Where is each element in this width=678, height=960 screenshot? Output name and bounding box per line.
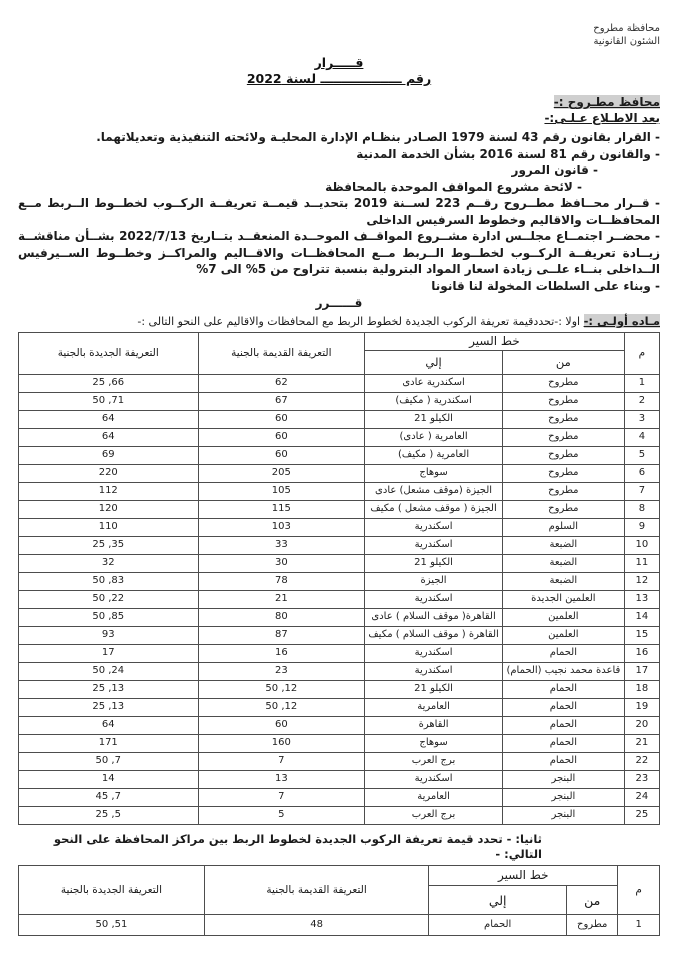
cell-from: الحمام [502,717,624,735]
cell-to: الكيلو 21 [365,555,503,573]
col-header-route: خط السير [429,866,618,886]
preamble-item: - القرار بقانون رقم 43 لسنة 1979 الصـادر بنظـام الإدارة المحليـة ولائحته التنفيذية وتعديلاتهما. [96,130,660,144]
tariff-row [19,771,660,789]
letterhead [18,22,660,48]
preamble-item: - وبناء على السلطات المخولة لنا قانونا [431,278,660,293]
cell-from: الحمام [502,735,624,753]
cell-new: 5, 25 [19,807,199,825]
cell-to: سوهاج [365,465,503,483]
cell-old: 33 [198,537,365,555]
article-one-line [18,314,660,329]
cell-to: العامرية ( مكيف) [365,447,503,465]
cell-num: 14 [624,609,659,627]
tariff-row [19,465,660,483]
cell-new: 22, 50 [19,591,199,609]
cell-num: 3 [624,411,659,429]
cell-from: الضبعة [502,537,624,555]
cell-num: 24 [624,789,659,807]
letterhead-department: الشئون القانونية [593,36,660,47]
preamble-item: - قانون المرور [511,163,598,177]
cell-num: 9 [624,519,659,537]
cell-new: 32 [19,555,199,573]
cell-new: 7, 50 [19,753,199,771]
tariff-table-governorates [18,332,660,825]
cell-new: 171 [19,735,199,753]
cell-new: 14 [19,771,199,789]
cell-old: 60 [198,447,365,465]
cell-new: 120 [19,501,199,519]
decree-title: قـــــرار [314,55,364,70]
tariff-row [19,627,660,645]
cell-from: الحمام [502,699,624,717]
cell-new: 71, 50 [19,393,199,411]
preamble-item: - قــرار محــافظ مطــروح رقــم 223 لســنة 2019 بتحديــد قيمــة تعريفــة الركــوب لخطــوط الــربط مــع المحافظــات والاقاليم وخطوط السرفيس الداخلى [18,196,661,227]
cell-new: 13, 25 [19,681,199,699]
tariff-row [19,483,660,501]
cell-to: اسكندرية [365,537,503,555]
cell-old: 67 [198,393,365,411]
cell-old: 12, 50 [198,699,365,717]
salutation-block [18,94,660,126]
article-one-label: مـاده أولـى :- [583,314,660,328]
tariff-row [19,645,660,663]
tariff-table-centers [18,865,660,936]
cell-new: 64 [19,717,199,735]
cell-num: 18 [624,681,659,699]
cell-num: 12 [624,573,659,591]
cell-to: اسكندرية [365,519,503,537]
cell-num: 22 [624,753,659,771]
tariff-table2-head [19,866,660,915]
cell-from: الحمام [502,681,624,699]
col-header-old-tariff: التعريفة القديمة بالجنية [204,866,428,915]
preamble-item: - لائحة مشروع المواقف الموحدة بالمحافظة [325,179,582,194]
cell-new: 83, 50 [19,573,199,591]
cell-new: 24, 50 [19,663,199,681]
preamble-list [18,129,660,294]
cell-new: 110 [19,519,199,537]
cell-to: اسكندرية [365,771,503,789]
cell-to: الجيزة (موقف مشعل) عادى [365,483,503,501]
tariff-row [19,807,660,825]
col-header-route: خط السير [365,333,625,351]
cell-to: الكيلو 21 [365,681,503,699]
cell-old: 87 [198,627,365,645]
tariff-row [19,681,660,699]
cell-num: 4 [624,429,659,447]
preamble-item: - والقانون رقم 81 لسنة 2016 بشأن الخدمة المدنية [356,146,660,161]
cell-from: الضبعة [502,555,624,573]
cell-num: 1 [624,375,659,393]
cell-num: 10 [624,537,659,555]
letterhead-governorate: محافظة مطروح [593,23,660,34]
cell-from: البنجر [502,807,624,825]
cell-old: 7 [198,789,365,807]
cell-num: 13 [624,591,659,609]
cell-to: العامرية [365,699,503,717]
cell-to: الجيزة [365,573,503,591]
cell-old: 7 [198,753,365,771]
cell-from: الحمام [502,753,624,771]
col-header-old-tariff: التعريفة القديمة بالجنية [198,333,365,375]
cell-to: القاهرة [365,717,503,735]
cell-from: مطروح [502,411,624,429]
tariff-row [19,537,660,555]
cell-num: 15 [624,627,659,645]
after-review-label: بعد الاطـلاع عـلـى:- [544,111,660,125]
governor-label: محافظ مطـروح :- [553,95,660,109]
cell-from: السلوم [502,519,624,537]
decree-number-line: رقم ـــــــــــــــــــ لسنة 2022 [246,71,432,86]
cell-new: 35, 25 [19,537,199,555]
cell-from: مطروح [502,501,624,519]
governor-line [18,94,660,110]
cell-num: 20 [624,717,659,735]
cell-num: 11 [624,555,659,573]
cell-old: 5 [198,807,365,825]
cell-from: البنجر [502,771,624,789]
tariff-row [19,375,660,393]
tariff-row [19,663,660,681]
cell-from: العلمين [502,627,624,645]
cell-new: 93 [19,627,199,645]
cell-to: برج العرب [365,753,503,771]
cell-from: الضبعة [502,573,624,591]
cell-from: مطروح [502,429,624,447]
cell-from: مطروح [502,375,624,393]
cell-from: مطروح [567,915,618,936]
tariff-table-head [19,333,660,375]
tariff-row [19,393,660,411]
tariff-row [19,753,660,771]
cell-from: البنجر [502,789,624,807]
cell-num: 5 [624,447,659,465]
cell-num: 23 [624,771,659,789]
col-header-to: إلي [365,351,503,375]
col-header-new-tariff: التعريفة الجديدة بالجنية [19,333,199,375]
cell-new: 13, 25 [19,699,199,717]
cell-to: الجيزة ( موقف مشعل ) مكيف [365,501,503,519]
cell-new: 66, 25 [19,375,199,393]
second-clause-line: ثانيا: - تحدد قيمة تعريفة الركوب الجديدة لخطوط الربط بين مراكز المحافظة على النحو التالي: - [53,832,542,861]
cell-num: 19 [624,699,659,717]
cell-old: 30 [198,555,365,573]
col-header-to: إلي [429,886,567,915]
tariff-row [19,591,660,609]
tariff-row [19,555,660,573]
cell-new: 64 [19,429,199,447]
cell-from: مطروح [502,447,624,465]
cell-to: القاهرة( موقف السلام ) عادى [365,609,503,627]
cell-to: برج العرب [365,807,503,825]
tariff-row [19,501,660,519]
cell-new: 51, 50 [19,915,205,936]
tariff-row [19,429,660,447]
cell-old: 48 [204,915,428,936]
cell-old: 160 [198,735,365,753]
cell-old: 60 [198,411,365,429]
cell-old: 62 [198,375,365,393]
tariff-table-body [19,375,660,825]
cell-old: 16 [198,645,365,663]
cell-old: 103 [198,519,365,537]
preamble-item: - محضــر اجتمــاع مجلــس ادارة مشــروع المواقــف الموحــدة المنعقــد بتــاريخ 2022/7/13 بشــأن مناقشــة زيــادة تعريفــة الركــوب لخطــوط الــربط مــع المحافظــات والاقــاليم والمراكــز وخطــوط الســيرفيس الــداخلى بنــاء علــى زيادة اسعار المواد البترولية بنسبة تتراوح من 5% الى 7% [18,229,661,276]
cell-old: 60 [198,717,365,735]
tariff-row [19,519,660,537]
col-header-from: من [502,351,624,375]
tariff-table2-body [19,915,660,936]
cell-num: 25 [624,807,659,825]
cell-num: 2 [624,393,659,411]
cell-old: 21 [198,591,365,609]
cell-to: اسكندرية [365,645,503,663]
cell-to: اسكندرية ( مكيف) [365,393,503,411]
cell-num: 7 [624,483,659,501]
cell-new: 85, 50 [19,609,199,627]
tariff-row [19,789,660,807]
cell-from: العلمين الجديدة [502,591,624,609]
cell-from: قاعدة محمد نجيب (الحمام) [502,663,624,681]
cell-to: اسكندرية [365,591,503,609]
col-header-from: من [567,886,618,915]
cell-old: 205 [198,465,365,483]
article-one-text: اولا :-تحددقيمة تعريفة الركوب الجديدة لخطوط الربط مع المحافظات والاقاليم على النحو التالى :- [137,315,581,328]
tariff-row [19,717,660,735]
tariff-row [19,699,660,717]
cell-to: اسكندرية عادى [365,375,503,393]
cell-old: 60 [198,429,365,447]
cell-from: مطروح [502,465,624,483]
cell-to: العامرية [365,789,503,807]
cell-num: 21 [624,735,659,753]
cell-to: اسكندرية [365,663,503,681]
cell-to: العامرية ( عادى) [365,429,503,447]
cell-to: الكيلو 21 [365,411,503,429]
cell-to: سوهاج [365,735,503,753]
col-header-num: م [624,333,659,375]
cell-from: العلمين [502,609,624,627]
cell-from: مطروح [502,483,624,501]
cell-old: 12, 50 [198,681,365,699]
cell-new: 69 [19,447,199,465]
cell-old: 105 [198,483,365,501]
cell-num: 16 [624,645,659,663]
cell-old: 80 [198,609,365,627]
cell-num: 6 [624,465,659,483]
cell-from: الحمام [502,645,624,663]
after-review-line [18,110,660,126]
tariff-row [19,573,660,591]
cell-num: 8 [624,501,659,519]
cell-new: 64 [19,411,199,429]
col-header-num: م [618,866,660,915]
cell-new: 7, 45 [19,789,199,807]
cell-to: الحمام [429,915,567,936]
decree-title-block [18,55,660,87]
cell-num: 17 [624,663,659,681]
cell-old: 115 [198,501,365,519]
tariff-row [19,735,660,753]
cell-num: 1 [618,915,660,936]
cell-old: 78 [198,573,365,591]
cell-new: 17 [19,645,199,663]
cell-from: مطروح [502,393,624,411]
tariff-row [19,609,660,627]
col-header-new-tariff: التعريفة الجديدة بالجنية [19,866,205,915]
cell-new: 220 [19,465,199,483]
tariff-row [19,447,660,465]
cell-to: القاهرة ( موقف السلام ) مكيف [365,627,503,645]
tariff-row [19,915,660,936]
decided-word: قــــــرر [315,296,363,310]
tariff-row [19,411,660,429]
cell-old: 23 [198,663,365,681]
cell-old: 13 [198,771,365,789]
cell-new: 112 [19,483,199,501]
